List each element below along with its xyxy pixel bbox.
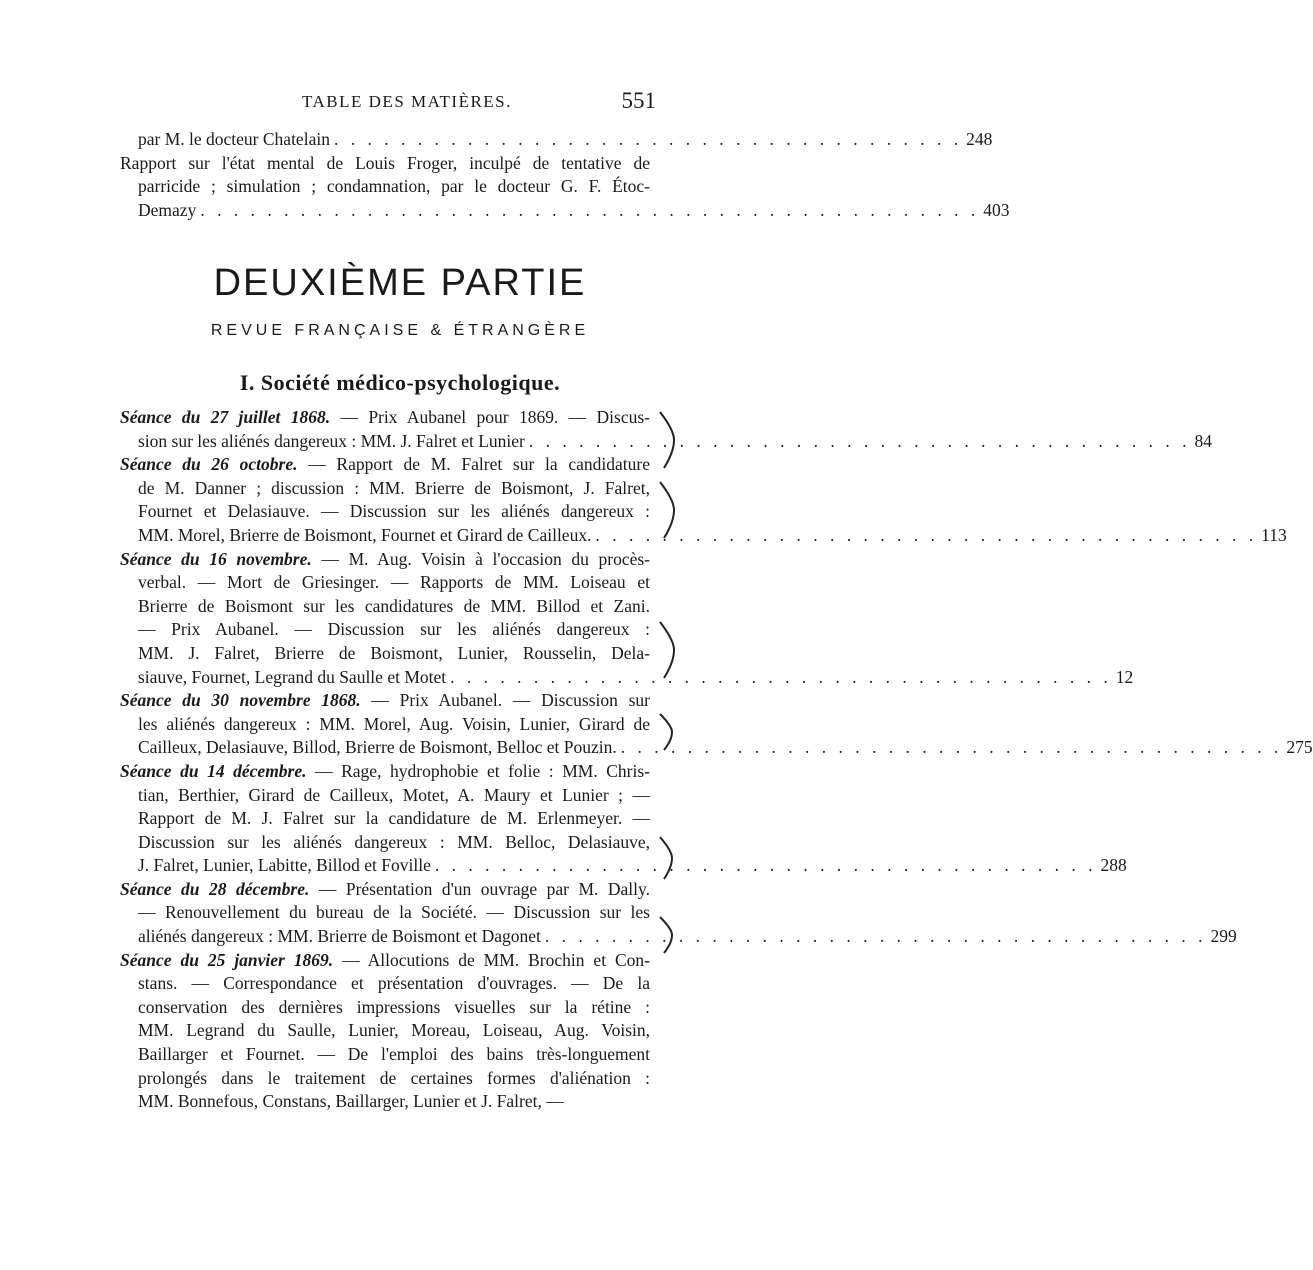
toc-line [120, 807, 650, 831]
entry-page: 12 [1115, 666, 1134, 687]
page-number: 551 [621, 88, 656, 113]
entry-text: par M. le docteur Chatelain [138, 129, 330, 149]
part-title: DEUXIÈME PARTIE [213, 262, 587, 304]
section-heading: I. Société médico-psychologique. [239, 370, 561, 395]
line-text: — Allocutions de MM. Brochin et Con- [342, 949, 650, 970]
entry-page: 403 [983, 199, 1010, 220]
toc-line [120, 949, 650, 973]
line-text: — Rapport de M. Falret sur la candidature [308, 454, 650, 475]
toc-line [120, 1043, 650, 1067]
running-header [120, 88, 656, 122]
dot-leader: . . . . . . . . . . . . . . . . . . . . . . . . . . . . . . . . . . . . . . . . [595, 524, 1258, 545]
toc-line [120, 713, 650, 737]
seance-label: Séance du 25 janvier 1869. [120, 949, 334, 970]
line-text: — Renouvellement du bureau de la Société. — Discussion sur les [138, 902, 650, 923]
line-text: aliénés dangereux : MM. Brierre de Boismont et Dagonet [138, 926, 541, 947]
toc-line: Rapport sur l'état mental de Louis Froger, inculpé de tentative de [120, 152, 650, 173]
line-text: MM. Morel, Brierre de Boismont, Fournet et Girard de Cailleux. [138, 524, 592, 545]
toc-line [120, 128, 993, 152]
dot-leader: . . . . . . . . . . . . . . . . . . . . . . . . . . . . . . . . . . . . . . [333, 129, 963, 149]
entry-page: 299 [1210, 926, 1237, 947]
seance-entry [120, 548, 1134, 690]
line-text: Cailleux, Delasiauve, Billod, Brierre de Boismont, Belloc et Pouzin. [138, 737, 617, 758]
toc-line [120, 901, 650, 925]
toc-line [120, 406, 650, 430]
toc-line [120, 1019, 650, 1043]
entry-page: 248 [966, 129, 993, 149]
toc-line [120, 736, 1313, 760]
toc-line [120, 689, 650, 713]
dot-leader: . . . . . . . . . . . . . . . . . . . . . . . . . . . . . . . . . . . . . . . . [528, 430, 1191, 451]
toc-line [120, 831, 650, 855]
toc-line [120, 996, 650, 1020]
toc-line [120, 500, 650, 524]
toc-line [120, 878, 650, 902]
toc-line [120, 1067, 650, 1091]
seance-label: Séance du 14 décembre. [120, 760, 307, 781]
entry-page: 113 [1261, 524, 1287, 545]
entry-page: 275 [1286, 737, 1313, 758]
entry-page: 84 [1194, 430, 1212, 451]
dot-leader: . . . . . . . . . . . . . . . . . . . . . . . . . . . . . . . . . . . . . . . . [434, 855, 1097, 876]
seance-entry [120, 949, 650, 1114]
margin-brace [658, 712, 678, 752]
line-text: MM. J. Falret, Brierre de Boismont, Lunier, Rousselin, Dela- [138, 642, 650, 663]
dot-leader: . . . . . . . . . . . . . . . . . . . . . . . . . . . . . . . . . . . . . . . . [544, 926, 1207, 947]
line-text: MM. Legrand du Saulle, Lunier, Moreau, Loiseau, Aug. Voisin, [138, 1020, 650, 1041]
running-title: TABLE DES MATIÈRES. [302, 92, 512, 111]
entry-page: 288 [1100, 855, 1127, 876]
line-text: les aliénés dangereux : MM. Morel, Aug. Voisin, Lunier, Girard de [138, 713, 650, 734]
toc-line [120, 595, 650, 619]
line-text: — Présentation d'un ouvrage par M. Dally. [318, 878, 650, 899]
toc-line [120, 548, 650, 572]
toc-line [120, 618, 650, 642]
margin-brace [658, 410, 678, 470]
toc-line [120, 784, 650, 808]
margin-brace [658, 480, 678, 540]
seance-list [120, 406, 1313, 1114]
line-text: — Rage, hydrophobie et folie : MM. Chris- [315, 760, 650, 781]
line-text: Rapport de M. J. Falret sur la candidature de M. Erlenmeyer. — [138, 808, 650, 829]
seance-label: Séance du 28 décembre. [120, 878, 310, 899]
seance-entry [120, 453, 1287, 547]
seance-entry [120, 878, 1237, 949]
line-text: conservation des dernières impressions visuelles sur la rétine : [138, 996, 650, 1017]
line-text: MM. Bonnefous, Constans, Baillarger, Lunier et J. Falret, — [138, 1091, 564, 1112]
line-text: verbal. — Mort de Griesinger. — Rapports de MM. Loiseau et [138, 572, 650, 593]
dot-leader: . . . . . . . . . . . . . . . . . . . . . . . . . . . . . . . . . . . . . . . . [620, 737, 1283, 758]
toc-line [120, 666, 1134, 690]
line-text: siauve, Fournet, Legrand du Saulle et Motet [138, 666, 447, 687]
toc-line [120, 1090, 650, 1114]
toc-line [120, 430, 1212, 454]
line-text: stans. — Correspondance et présentation d'ouvrages. — De la [138, 973, 650, 994]
toc-line [120, 972, 650, 996]
toc-line [120, 477, 650, 501]
line-text: — Prix Aubanel pour 1869. — Discus- [340, 407, 651, 427]
revue-title: REVUE FRANÇAISE & ÉTRANGÈRE [210, 322, 590, 339]
toc-line: parricide ; simulation ; condamnation, par le docteur G. F. Étoc- [138, 176, 650, 197]
toc-line [120, 571, 650, 595]
margin-brace [658, 915, 678, 955]
seance-label: Séance du 26 octobre. [120, 454, 298, 475]
line-text: Fournet et Delasiauve. — Discussion sur les aliénés dangereux : [138, 501, 650, 522]
line-text: tian, Berthier, Girard de Cailleux, Motet, A. Maury et Lunier ; — [138, 784, 650, 805]
seance-label: Séance du 30 novembre 1868. [120, 690, 361, 711]
margin-brace [658, 835, 678, 881]
entry-text: Demazy [138, 199, 197, 220]
toc-line [120, 925, 1237, 949]
line-text: J. Falret, Lunier, Labitte, Billod et Foville [138, 855, 431, 876]
line-text: Brierre de Boismont sur les candidatures de MM. Billod et Zani. [138, 595, 650, 616]
toc-line [120, 854, 1127, 878]
seance-label: Séance du 27 juillet 1868. [120, 407, 331, 427]
toc-line [120, 524, 1287, 548]
seance-entry [120, 406, 1212, 453]
toc-line [120, 453, 650, 477]
line-text: Baillarger et Fournet. — De l'emploi des bains très-longuement [138, 1044, 650, 1065]
line-text: — Prix Aubanel. — Discussion sur les aliénés dangereux : [138, 619, 650, 640]
line-text: prolongés dans le traitement de certaines formes d'aliénation : [138, 1067, 650, 1088]
line-text: de M. Danner ; discussion : MM. Brierre de Boismont, J. Falret, [138, 477, 650, 498]
seance-entry [120, 689, 1313, 760]
toc-line [120, 642, 650, 666]
seance-entry [120, 760, 1127, 878]
line-text: sion sur les aliénés dangereux : MM. J. Falret et Lunier [138, 430, 525, 451]
dot-leader: . . . . . . . . . . . . . . . . . . . . . . . . . . . . . . . . . . . . . . . . . . . . . . . [200, 199, 980, 220]
dot-leader: . . . . . . . . . . . . . . . . . . . . . . . . . . . . . . . . . . . . . . . . [450, 666, 1112, 687]
line-text: Discussion sur les aliénés dangereux : MM. Belloc, Delasiauve, [138, 831, 650, 852]
toc-line [120, 760, 650, 784]
line-text: — M. Aug. Voisin à l'occasion du procès- [321, 548, 651, 569]
top-entries [120, 128, 1010, 222]
toc-line [120, 199, 1010, 223]
seance-label: Séance du 16 novembre. [120, 548, 312, 569]
margin-brace [658, 620, 678, 680]
line-text: — Prix Aubanel. — Discussion sur [371, 690, 650, 711]
